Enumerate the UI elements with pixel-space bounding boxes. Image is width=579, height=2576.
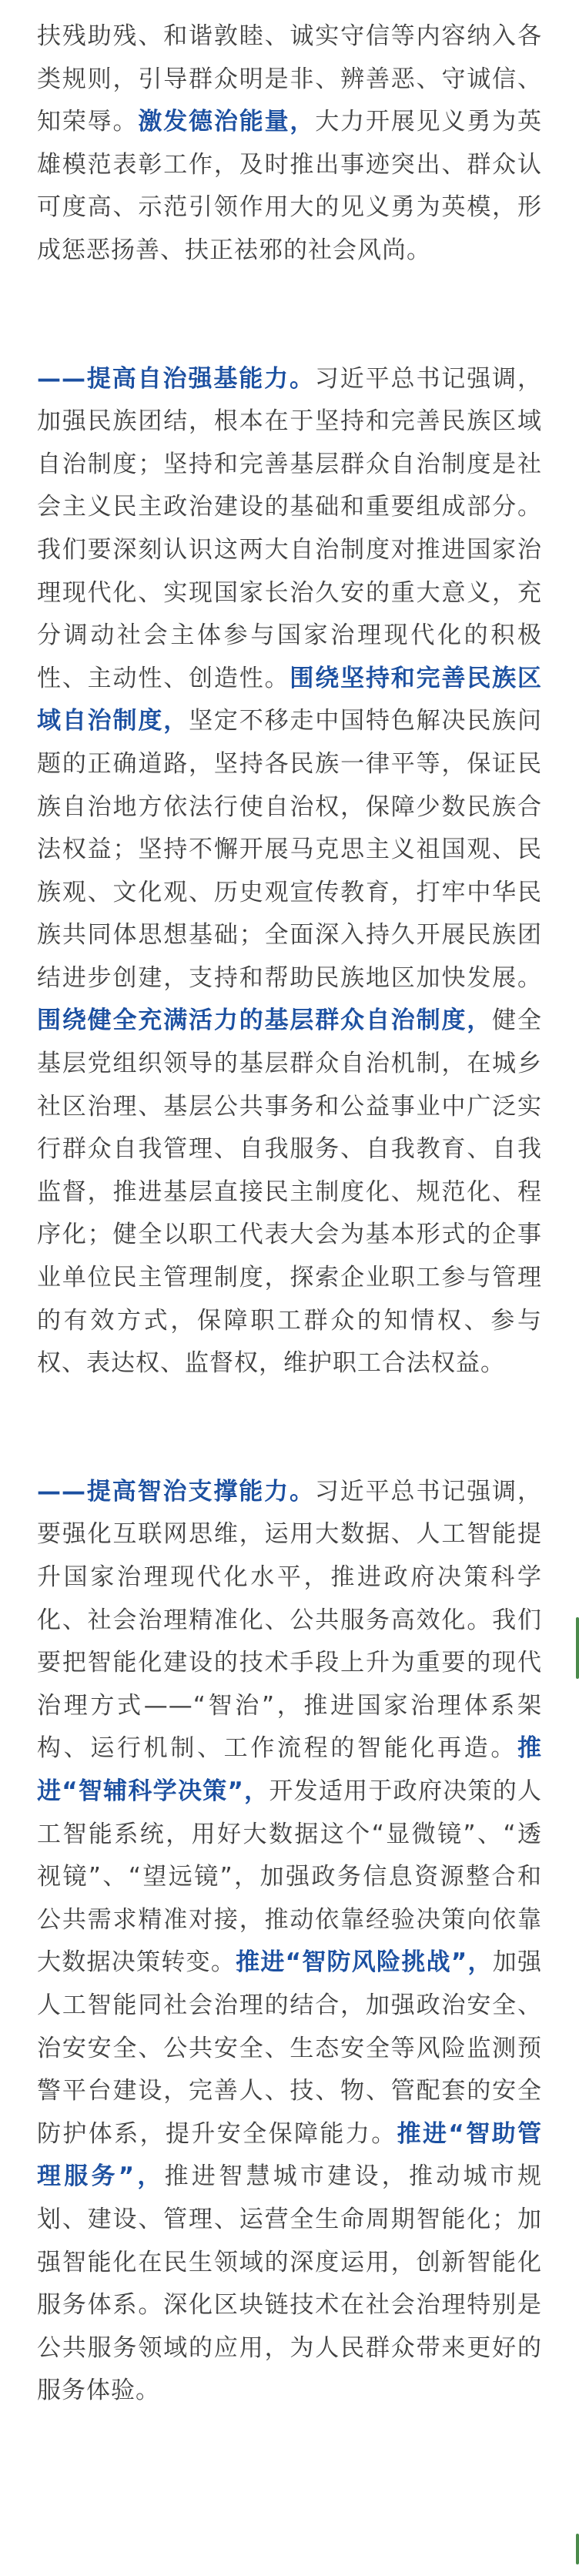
section-heading-autonomy: ——提高自治强基能力。 xyxy=(37,364,315,393)
scrollbar-thumb[interactable] xyxy=(576,2534,579,2564)
text-segment: 扶残助残、和谐敦睦、诚实守信等内容纳入各类规则，引导群众明是非、辨善恶、守诚信、知荣辱。 xyxy=(37,22,542,136)
paragraph-2 xyxy=(37,358,542,1385)
text-segment: 开发适用于政府决策的人工智能系统，用好大数据这个“显微镜”、“透视镜”、“望远镜”，加强政务信息资源整合和公共需求精准对接，推动依靠经验决策向依靠大数据决策转变。 xyxy=(37,1777,542,1977)
article-body xyxy=(37,15,542,2413)
text-segment: 习近平总书记强调，要强化互联网思维，运用大数据、人工智能提升国家治理现代化水平，推进政府决策科学化、社会治理精准化、公共服务高效化。我们要把智能化建设的技术手段上升为重要的现代治理方式——“智治”，推进国家治理体系架构、运行机制、工作流程的智能化再造。 xyxy=(37,1477,543,1763)
section-heading-smart-governance: ——提高智治支撑能力。 xyxy=(37,1477,315,1506)
paragraph-1 xyxy=(37,15,542,273)
text-segment: 大力开展见义勇为英雄模范表彰工作，及时推出事迹突出、群众认可度高、示范引领作用大的见义勇为英模，形成惩恶扬善、扶正祛邪的社会风尚。 xyxy=(37,108,543,264)
paragraph-spacer xyxy=(37,1385,542,1471)
text-segment: 推进智慧城市建设，推动城市规划、建设、管理、运营全生命周期智能化；加强智能化在民生领域的深度运用，创新智能化服务体系。深化区块链技术在社会治理特别是公共服务领域的应用，为人民群众带来更好的服务体验。 xyxy=(37,2162,543,2405)
highlight-segment: 推进“智辅科学决策”， xyxy=(37,1734,542,1805)
paragraph-3 xyxy=(37,1471,542,2413)
text-segment: 坚定不移走中国特色解决民族问题的正确道路，坚持各民族一律平等，保证民族自治地方依法行使自治权，保障少数民族合法权益；坚持不懈开展马克思主义祖国观、民族观、文化观、历史观宣传教育，打牢中华民族共同体思想基础；全面深入持久开展民族团结进步创建，支持和帮助民族地区加快发展。 xyxy=(37,707,543,992)
highlight-segment: 围绕坚持和完善民族区域自治制度， xyxy=(37,664,542,735)
text-segment: 健全基层党组织领导的基层群众自治机制，在城乡社区治理、基层公共事务和公益事业中广泛实行群众自我管理、自我服务、自我教育、自我监督，推进基层直接民主制度化、规范化、程序化；健全以职工代表大会为基本形式的企事业单位民主管理制度，探索企业职工参与管理的有效方式，保障职工群众的知情权、参与权、表达权、监督权，维护职工合法权益。 xyxy=(37,1007,542,1378)
highlight-segment: 推进“智助管理服务”， xyxy=(37,2119,543,2191)
highlight-segment: 激发德治能量， xyxy=(138,108,316,136)
scrollbar-thumb[interactable] xyxy=(576,1617,579,1679)
text-segment: 加强人工智能同社会治理的结合，加强政治安全、治安安全、公共安全、生态安全等风险监测预警平台建设，完善人、技、物、管配套的安全防护体系，提升安全保障能力。 xyxy=(37,1948,543,2148)
highlight-segment: 围绕健全充满活力的基层群众自治制度， xyxy=(37,1007,493,1035)
paragraph-spacer xyxy=(37,273,542,358)
highlight-segment: 推进“智防风险挑战”， xyxy=(236,1948,493,1977)
text-segment: 习近平总书记强调，加强民族团结，根本在于坚持和完善民族区域自治制度；坚持和完善基层群众自治制度是社会主义民主政治建设的基础和重要组成部分。我们要深刻认识这两大自治制度对推进国家治理现代化、实现国家长治久安的重大意义，充分调动社会主体参与国家治理现代化的积极性、主动性、创造性。 xyxy=(37,364,543,692)
